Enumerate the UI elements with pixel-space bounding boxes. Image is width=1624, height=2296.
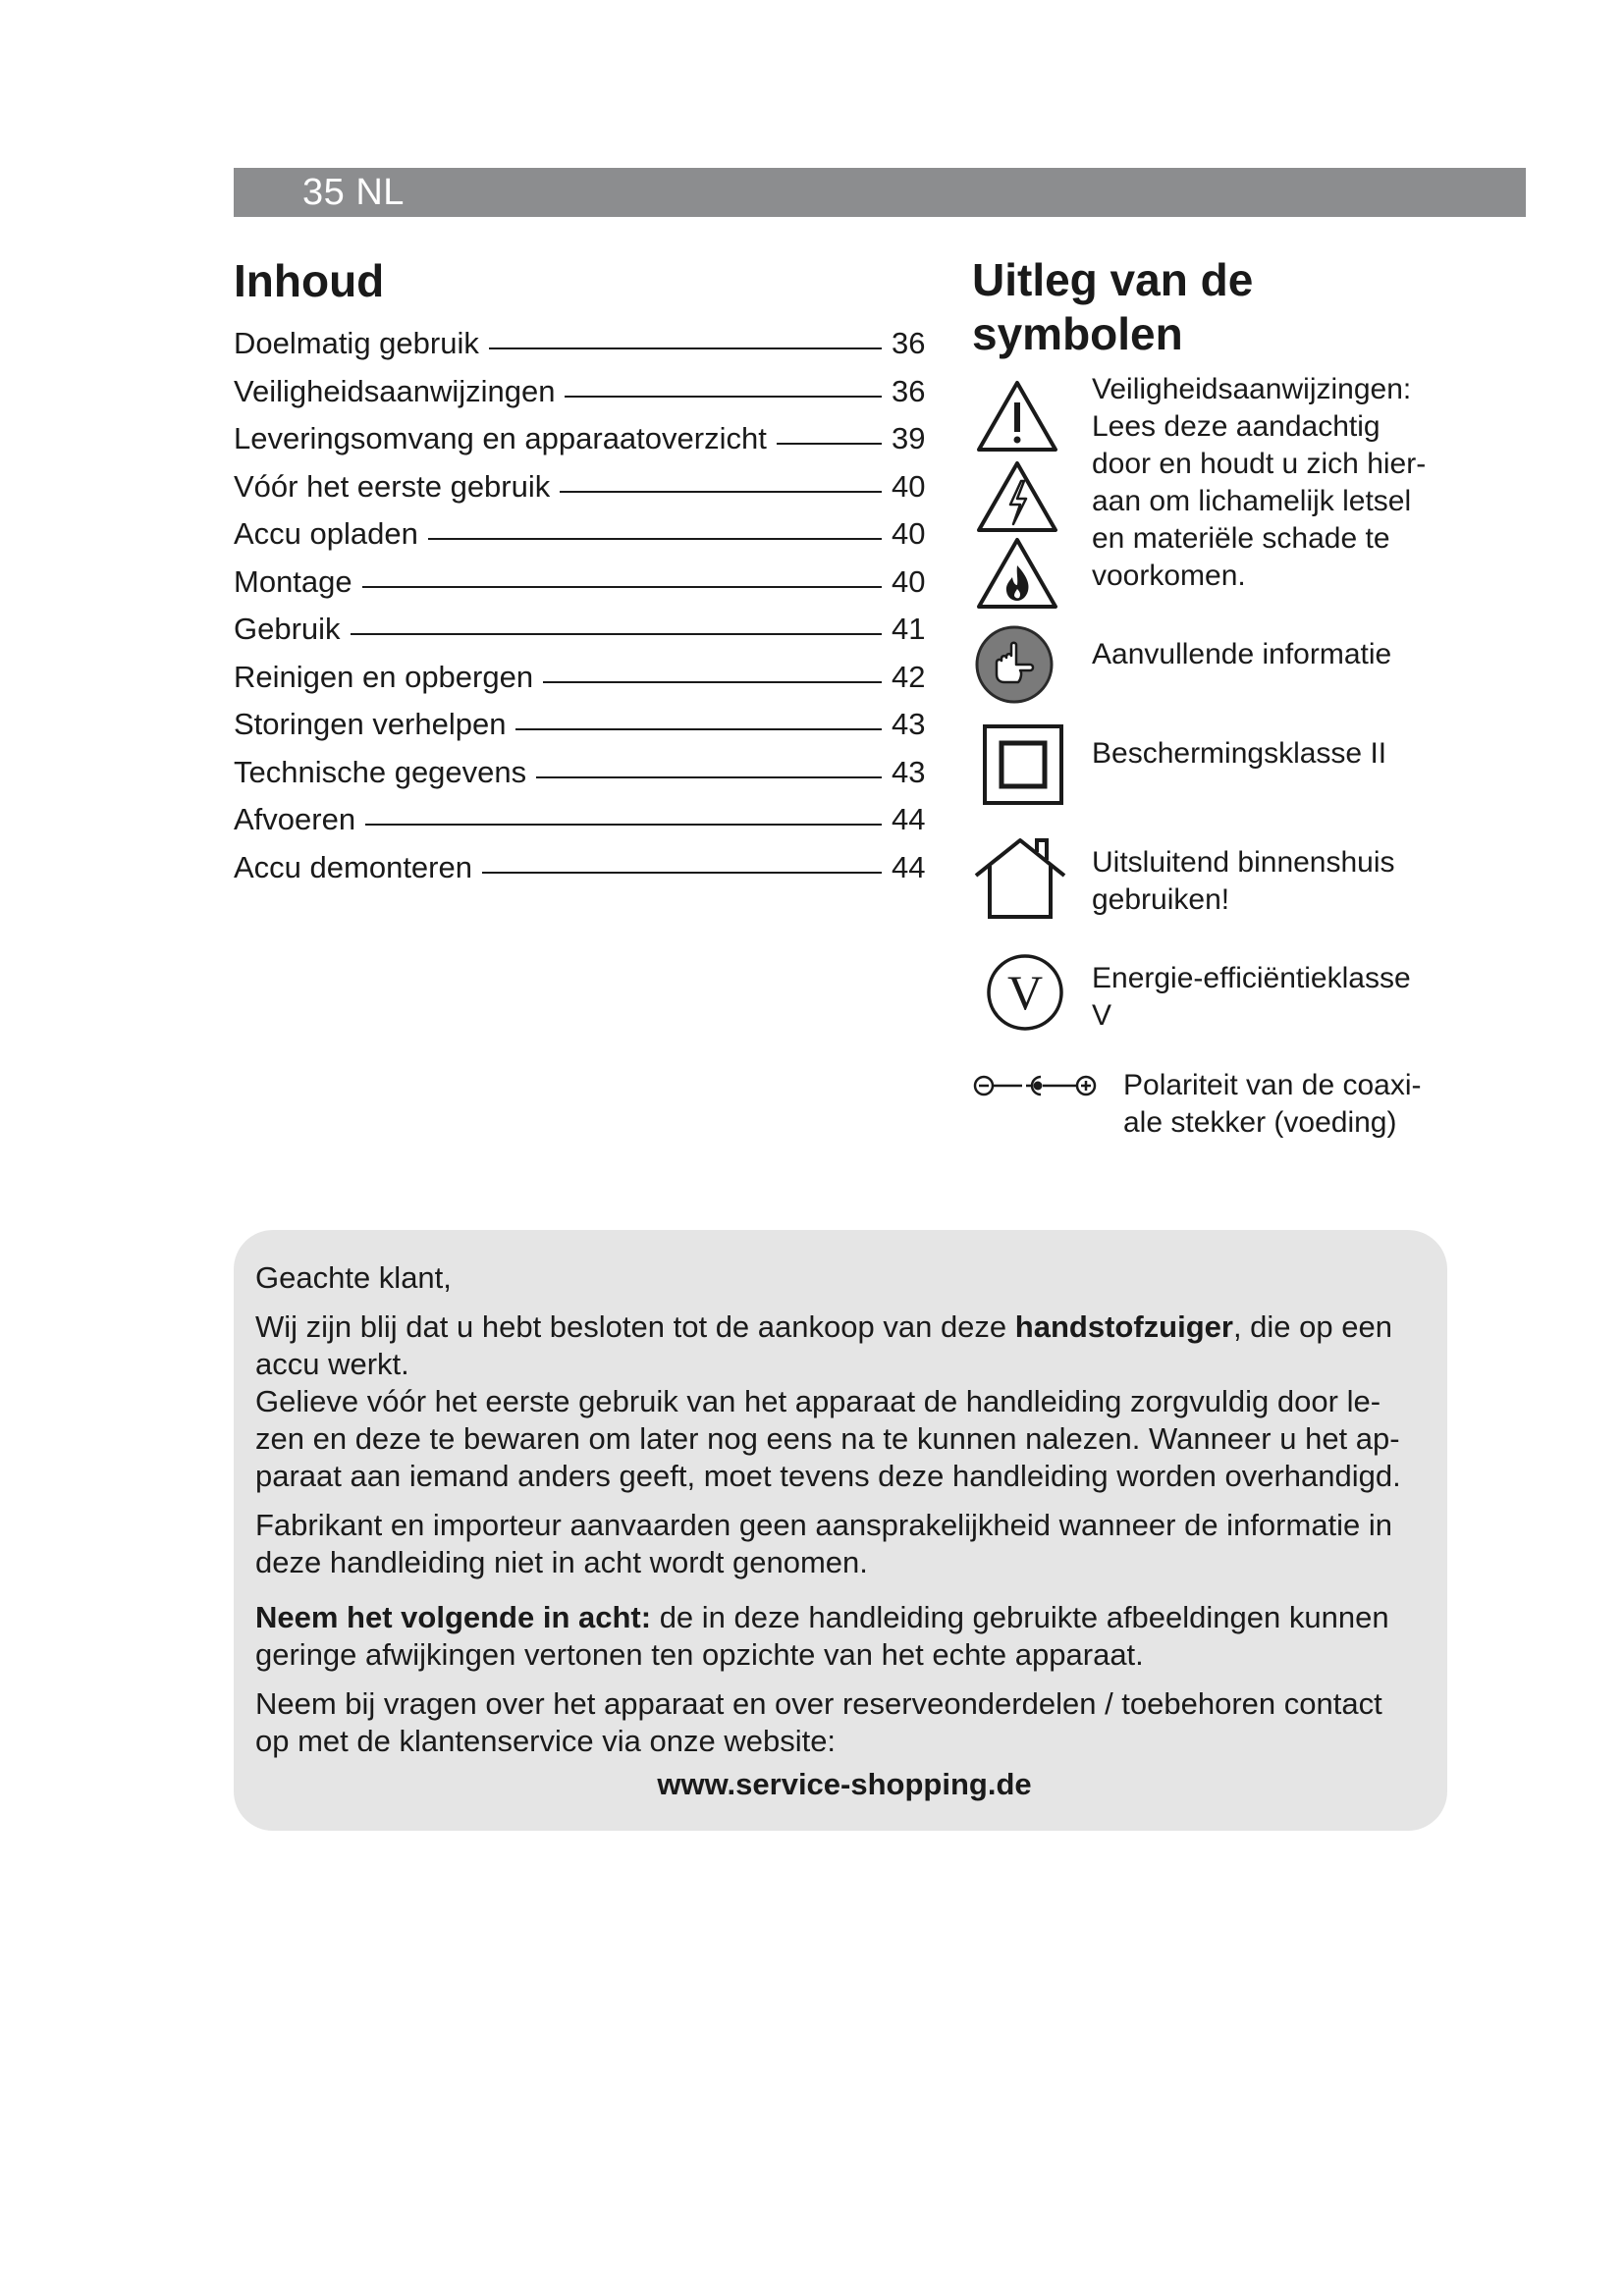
safety-line: door en houdt u zich hier-	[1092, 448, 1427, 480]
toc-entry[interactable]	[234, 467, 931, 515]
leader-line	[515, 728, 882, 730]
note-paragraph	[255, 1599, 1434, 1674]
toc-entry-page: 44	[892, 802, 926, 836]
pointing-hand-icon	[975, 625, 1054, 704]
toc-entry[interactable]	[234, 705, 931, 753]
safety-description	[1092, 371, 1465, 595]
leader-line	[489, 347, 882, 349]
contact-line: op met de klantenservice via onze website:	[255, 1724, 837, 1758]
protection-description	[1092, 735, 1465, 773]
toc-entry[interactable]	[234, 372, 931, 420]
liability-line: deze handleiding niet in acht wordt genomen.	[255, 1545, 868, 1579]
toc-entry-label: Technische gegevens	[234, 754, 527, 789]
polarity-line: ale stekker (voeding)	[1123, 1106, 1397, 1139]
safety-line: en materiële schade te	[1092, 522, 1390, 555]
product-name: handstofzuiger	[1014, 1309, 1233, 1344]
toc-entry[interactable]	[234, 610, 931, 658]
polarity-description	[1123, 1067, 1496, 1142]
note-text: de in deze handleiding gebruikte afbeeldingen kunnen	[651, 1600, 1389, 1634]
indoor-line: gebruiken!	[1092, 883, 1230, 916]
leader-line	[365, 824, 882, 826]
toc-entry[interactable]	[234, 562, 931, 611]
toc-entry-page: 40	[892, 563, 926, 599]
toc-entry-label: Vóór het eerste gebruik	[234, 468, 551, 504]
toc-title: Inhoud	[234, 255, 385, 306]
energy-line: V	[1092, 999, 1112, 1032]
toc-entry-page: 40	[892, 468, 926, 504]
symbols-title	[972, 253, 1253, 361]
leader-line	[777, 443, 882, 445]
leader-line	[565, 396, 882, 398]
polarity-line: Polariteit van de coaxi-	[1123, 1069, 1422, 1101]
leader-line	[560, 491, 882, 493]
fire-triangle-icon	[979, 540, 1056, 607]
toc-entry-label: Accu demonteren	[234, 849, 472, 884]
safety-line: Veiligheidsaanwijzingen:	[1092, 373, 1412, 405]
intro-text: Wij zijn blij dat u hebt besloten tot de aankoop van deze	[255, 1309, 1015, 1344]
toc-entry-label: Afvoeren	[234, 802, 356, 836]
toc-entry-label: Accu opladen	[234, 516, 418, 551]
toc-entry-page: 36	[892, 373, 926, 408]
contact-paragraph	[255, 1685, 1434, 1760]
liability-line: Fabrikant en importeur aanvaarden geen aansprakelijkheid wanneer de informatie in	[255, 1508, 1393, 1542]
toc-entry-label: Doelmatig gebruik	[234, 326, 479, 360]
house-icon	[972, 834, 1068, 921]
protection-text: Beschermingsklasse II	[1092, 737, 1387, 770]
toc-entry[interactable]	[234, 514, 931, 562]
intro-paragraph	[255, 1308, 1434, 1383]
customer-notice-box	[234, 1230, 1447, 1831]
toc-entry-page: 36	[892, 326, 926, 360]
toc-entry-page: 43	[892, 707, 926, 741]
toc-entry-label: Gebruik	[234, 612, 341, 646]
instructions-line: paraat aan iemand anders geeft, moet tevens deze handleiding worden overhandigd.	[255, 1459, 1401, 1493]
toc-entry[interactable]	[234, 753, 931, 801]
info-text: Aanvullende informatie	[1092, 638, 1392, 670]
energy-symbol: V	[1006, 965, 1044, 1020]
high-voltage-triangle-icon	[979, 463, 1056, 530]
safety-line: voorkomen.	[1092, 560, 1246, 592]
energy-line: Energie-efficiëntieklasse	[1092, 962, 1411, 994]
note-label: Neem het volgende in acht:	[255, 1600, 652, 1634]
leader-line	[536, 776, 882, 778]
toc-entry-page: 41	[892, 612, 926, 646]
toc-entry-page: 44	[892, 849, 926, 884]
liability-paragraph	[255, 1507, 1434, 1581]
toc-entry-label: Reinigen en opbergen	[234, 659, 534, 694]
leader-line	[482, 872, 882, 874]
warning-triangle-icon	[979, 383, 1056, 450]
toc-entry-page: 39	[892, 421, 926, 455]
toc-entry-label: Leveringsomvang en apparaatoverzicht	[234, 421, 767, 455]
double-square-icon	[982, 723, 1064, 806]
website-link[interactable]: www.service-shopping.de	[657, 1767, 1032, 1801]
contact-line: Neem bij vragen over het apparaat en over reserveonderdelen / toebehoren contact	[255, 1686, 1382, 1721]
circled-v-icon	[985, 952, 1065, 1033]
instructions-line: zen en deze te bewaren om later nog eens na te kunnen nalezen. Wanneer u het ap-	[255, 1421, 1400, 1456]
toc-entry[interactable]	[234, 419, 931, 467]
safety-line: Lees deze aandachtig	[1092, 410, 1380, 443]
instructions-paragraph	[255, 1383, 1434, 1495]
toc-entry[interactable]	[234, 800, 931, 848]
toc-entry-label: Montage	[234, 563, 352, 599]
toc-entry-page: 43	[892, 754, 926, 789]
symbols-title-line: symbolen	[972, 308, 1183, 359]
indoor-line: Uitsluitend binnenshuis	[1092, 846, 1395, 879]
leader-line	[351, 633, 882, 635]
toc-entry-page: 42	[892, 659, 926, 694]
symbols-title-line: Uitleg van de	[972, 254, 1254, 305]
greeting: Geachte klant,	[255, 1260, 452, 1295]
intro-text: , die op een	[1232, 1309, 1392, 1344]
toc-entry[interactable]	[234, 658, 931, 706]
info-description	[1092, 636, 1465, 673]
instructions-line: Gelieve vóór het eerste gebruik van het apparaat de handleiding zorgvuldig door le-	[255, 1384, 1381, 1418]
safety-line: aan om lichamelijk letsel	[1092, 485, 1412, 517]
page-header-bar	[234, 168, 1526, 217]
toc-entry[interactable]	[234, 848, 931, 896]
safety-icons	[975, 377, 1059, 613]
leader-line	[428, 538, 882, 540]
toc-entry-page: 40	[892, 516, 926, 551]
table-of-contents	[234, 324, 931, 895]
leader-line	[362, 586, 882, 588]
toc-entry-label: Storingen verhelpen	[234, 707, 507, 741]
toc-entry[interactable]	[234, 324, 931, 372]
indoor-description	[1092, 844, 1465, 919]
intro-text: accu werkt.	[255, 1347, 409, 1381]
leader-line	[543, 681, 882, 683]
toc-entry-label: Veiligheidsaanwijzingen	[234, 373, 556, 408]
page-number-label: 35 NL	[302, 172, 405, 213]
energy-description	[1092, 960, 1465, 1035]
note-text: geringe afwijkingen vertonen ten opzichte van het echte apparaat.	[255, 1637, 1144, 1672]
polarity-icon	[972, 1072, 1110, 1099]
